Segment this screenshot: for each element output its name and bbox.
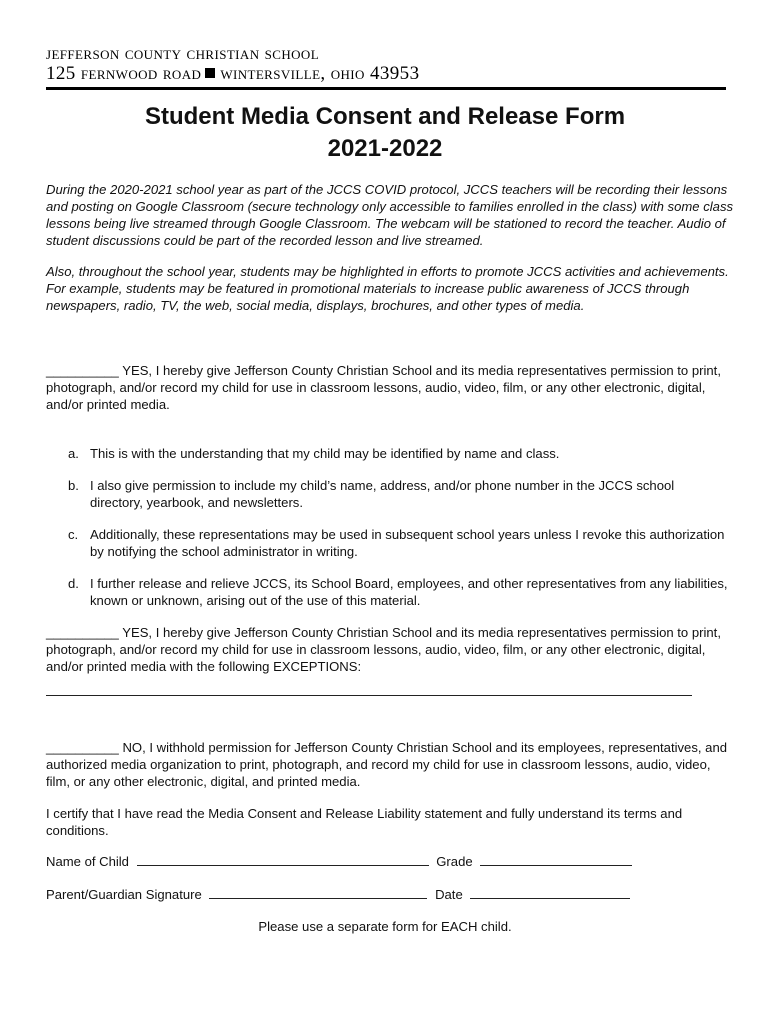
condition-item-a <box>68 445 728 462</box>
option-yes-full[interactable]: __________ YES, I hereby give Jefferson County Christian School and its media representatives permission to print, photograph, and/or record my child for use in classroom lessons, audio, video, film, or any other electronic, digital, and/or printed media. <box>46 363 721 412</box>
street-address: 125 fernwood road <box>46 63 202 84</box>
intro-paragraph-promotion: Also, throughout the school year, students may be highlighted in efforts to promote JCCS activities and achievements. For example, students may be featured in promotional materials to increase public awareness of JCCS through newspapers, radio, TV, the web, social media, displays, brochures, and other types of media. <box>46 264 729 313</box>
exceptions-input-line[interactable] <box>46 695 692 696</box>
square-bullet-icon <box>205 68 215 78</box>
condition-item-c <box>68 526 728 560</box>
condition-letter: c. <box>68 527 79 542</box>
form-title: Student Media Consent and Release Form <box>144 103 626 130</box>
grade-label: Grade <box>436 854 473 869</box>
header-divider <box>46 87 726 90</box>
condition-text: I further release and relieve JCCS, its School Board, employees, and other representatives from any liabilities, known or unknown, arising out of the use of this material. <box>90 576 728 608</box>
footer-note: Please use a separate form for EACH child. <box>258 919 512 934</box>
signature-date-row <box>46 886 630 903</box>
option-no[interactable]: __________ NO, I withhold permission for Jefferson County Christian School and its employees, representatives, and authorized media organization to print, photograph, and record my child for use in classroom lessons, audio, video, film, or any other electronic, digital, and printed media. <box>46 740 728 789</box>
grade-field[interactable] <box>480 853 632 866</box>
date-label: Date <box>435 887 463 902</box>
school-address <box>46 64 726 83</box>
school-name: jefferson county christian school <box>46 43 320 64</box>
condition-letter: d. <box>68 576 79 591</box>
date-field[interactable] <box>470 886 630 899</box>
condition-text: I also give permission to include my child’s name, address, and/or phone number in the JCCS school directory, yearbook, and newsletters. <box>90 478 675 510</box>
condition-letter: a. <box>68 446 79 461</box>
signature-label: Parent/Guardian Signature <box>46 887 202 902</box>
form-year: 2021-2022 <box>327 135 443 162</box>
child-grade-row <box>46 853 632 870</box>
child-name-label: Name of Child <box>46 854 129 869</box>
condition-text: This is with the understanding that my child may be identified by name and class. <box>90 446 560 461</box>
option-yes-with-exceptions[interactable]: __________ YES, I hereby give Jefferson County Christian School and its media representatives permission to print, photograph, and/or record my child for use in classroom lessons, audio, video, film, or any other electronic, digital, and/or printed media with the following EXCEPTIONS: <box>46 625 721 674</box>
signature-field[interactable] <box>209 886 427 899</box>
condition-item-d <box>68 575 728 609</box>
child-name-field[interactable] <box>137 853 429 866</box>
condition-letter: b. <box>68 478 79 493</box>
condition-text: Additionally, these representations may be used in subsequent school years unless I revoke this authorization by notifying the school administrator in writing. <box>90 527 725 559</box>
condition-item-b <box>68 477 728 511</box>
city-state-zip: wintersville, ohio 43953 <box>220 63 420 84</box>
certification-statement: I certify that I have read the Media Consent and Release Liability statement and fully understand its terms and conditions. <box>46 806 683 838</box>
school-letterhead <box>46 44 726 83</box>
intro-paragraph-covid: During the 2020-2021 school year as part of the JCCS COVID protocol, JCCS teachers will be recording their lessons and posting on Google Classroom (secure technology only accessible to families enrolled in the class) with some class lessons being live streamed through Google Classroom. The webcam will be stationed to record the teacher. Audio of student discussions could be part of the recorded lesson and live streamed. <box>46 182 734 248</box>
